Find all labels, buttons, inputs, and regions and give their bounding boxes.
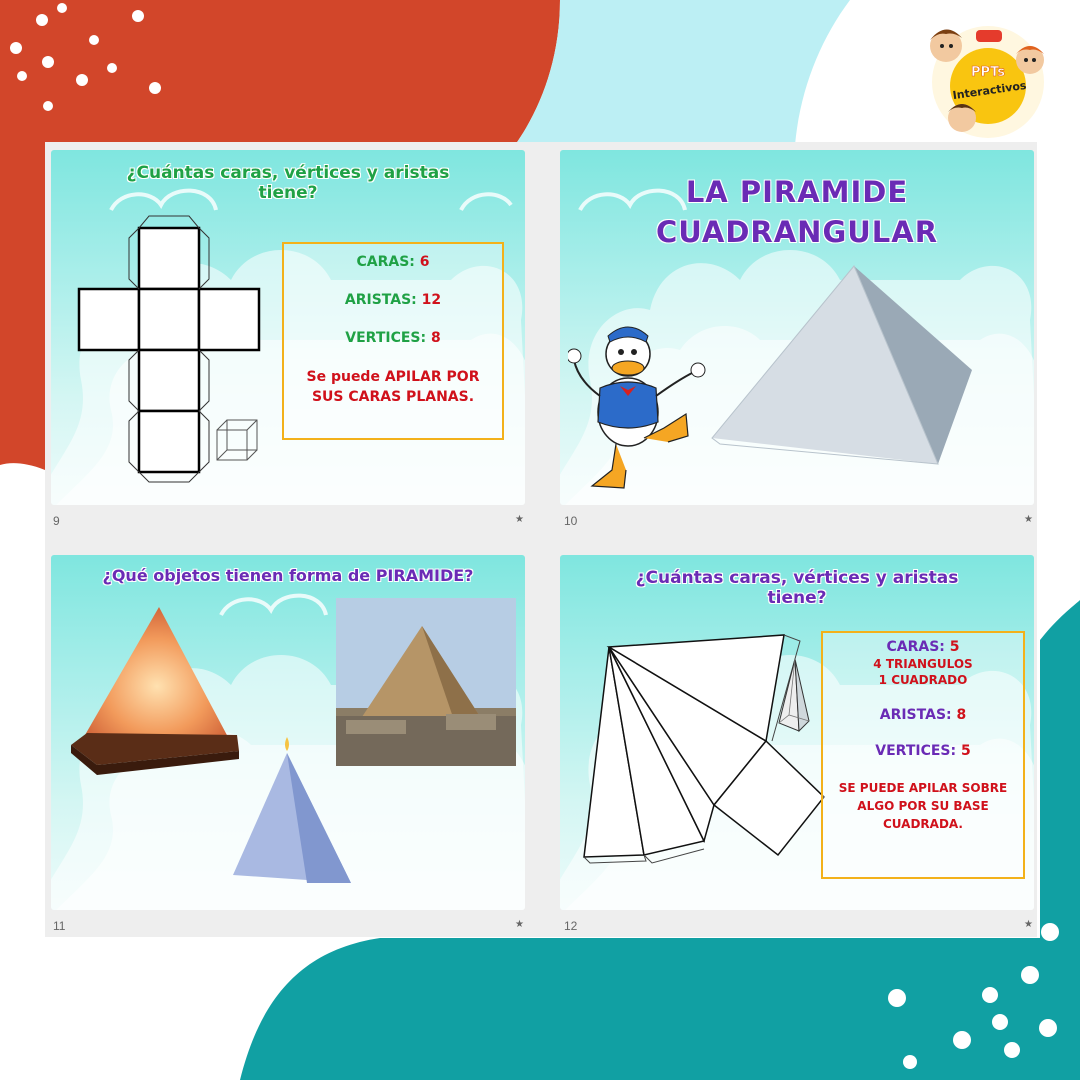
faces-value: 5 — [949, 639, 960, 655]
vertices-value: 5 — [960, 743, 971, 759]
pyramid-candle-image — [221, 733, 361, 893]
logo-text-2: Interactivos — [951, 78, 1028, 103]
faces-detail-square: 1 CUADRADO — [878, 673, 968, 687]
slide-sorter-panel — [45, 142, 1037, 937]
slide-thumbnail-9[interactable] — [51, 150, 525, 505]
faces-label: CARAS: — [356, 254, 415, 270]
slide-number-9: 9 — [53, 514, 60, 528]
star-icon[interactable]: ★ — [515, 919, 524, 930]
faces-label: CARAS: — [886, 639, 945, 655]
salt-lamp-image — [67, 603, 247, 793]
small-pyramid-image — [773, 655, 813, 733]
vertices-label: VERTICES: — [875, 743, 957, 759]
slide-title: ¿Qué objetos tienen forma de PIRAMIDE? — [102, 566, 474, 585]
cyan-blob — [515, 0, 850, 145]
edges-value: 12 — [421, 292, 442, 308]
slide-title-line-1: LA PIRAMIDE — [685, 175, 909, 209]
star-icon[interactable]: ★ — [1024, 919, 1033, 930]
brand-logo — [918, 10, 1058, 138]
slide-number-12: 12 — [564, 919, 578, 933]
logo-graphic — [918, 10, 1058, 138]
faces-value: 6 — [419, 254, 430, 270]
faces-detail-triangles: 4 TRIANGULOS — [873, 657, 973, 671]
edges-label: ARISTAS: — [344, 292, 417, 308]
slide-title: ¿Cuántas caras, vértices y aristas tiene? — [635, 568, 959, 608]
star-icon[interactable]: ★ — [515, 514, 524, 525]
star-icon[interactable]: ★ — [1024, 514, 1033, 525]
pyramid-photo-image — [336, 598, 516, 766]
slide-title-line-2: CUADRANGULAR — [655, 215, 939, 249]
stack-note: Se puede APILAR POR SUS CARAS PLANAS. — [306, 369, 480, 405]
cartoon-duck-image — [568, 310, 718, 500]
slide-number-10: 10 — [564, 514, 578, 528]
answer-box — [821, 631, 1025, 879]
slide-number-11: 11 — [53, 919, 66, 933]
slide-title: ¿Cuántas caras, vértices y aristas tiene? — [126, 163, 450, 203]
vertices-value: 8 — [430, 330, 441, 346]
square-pyramid-image — [708, 260, 978, 470]
slide-thumbnail-12[interactable] — [560, 555, 1034, 910]
answer-box — [282, 242, 504, 440]
vertices-label: VERTICES: — [345, 330, 427, 346]
edges-label: ARISTAS: — [879, 707, 952, 723]
cube-net-image — [73, 212, 273, 497]
slide-thumbnail-10[interactable] — [560, 150, 1034, 505]
stack-note: SE PUEDE APILAR SOBRE ALGO POR SU BASE CUADRADA. — [838, 781, 1008, 831]
slide-thumbnail-11[interactable] — [51, 555, 525, 910]
logo-text-1: PPTs — [971, 65, 1005, 80]
edges-value: 8 — [956, 707, 967, 723]
